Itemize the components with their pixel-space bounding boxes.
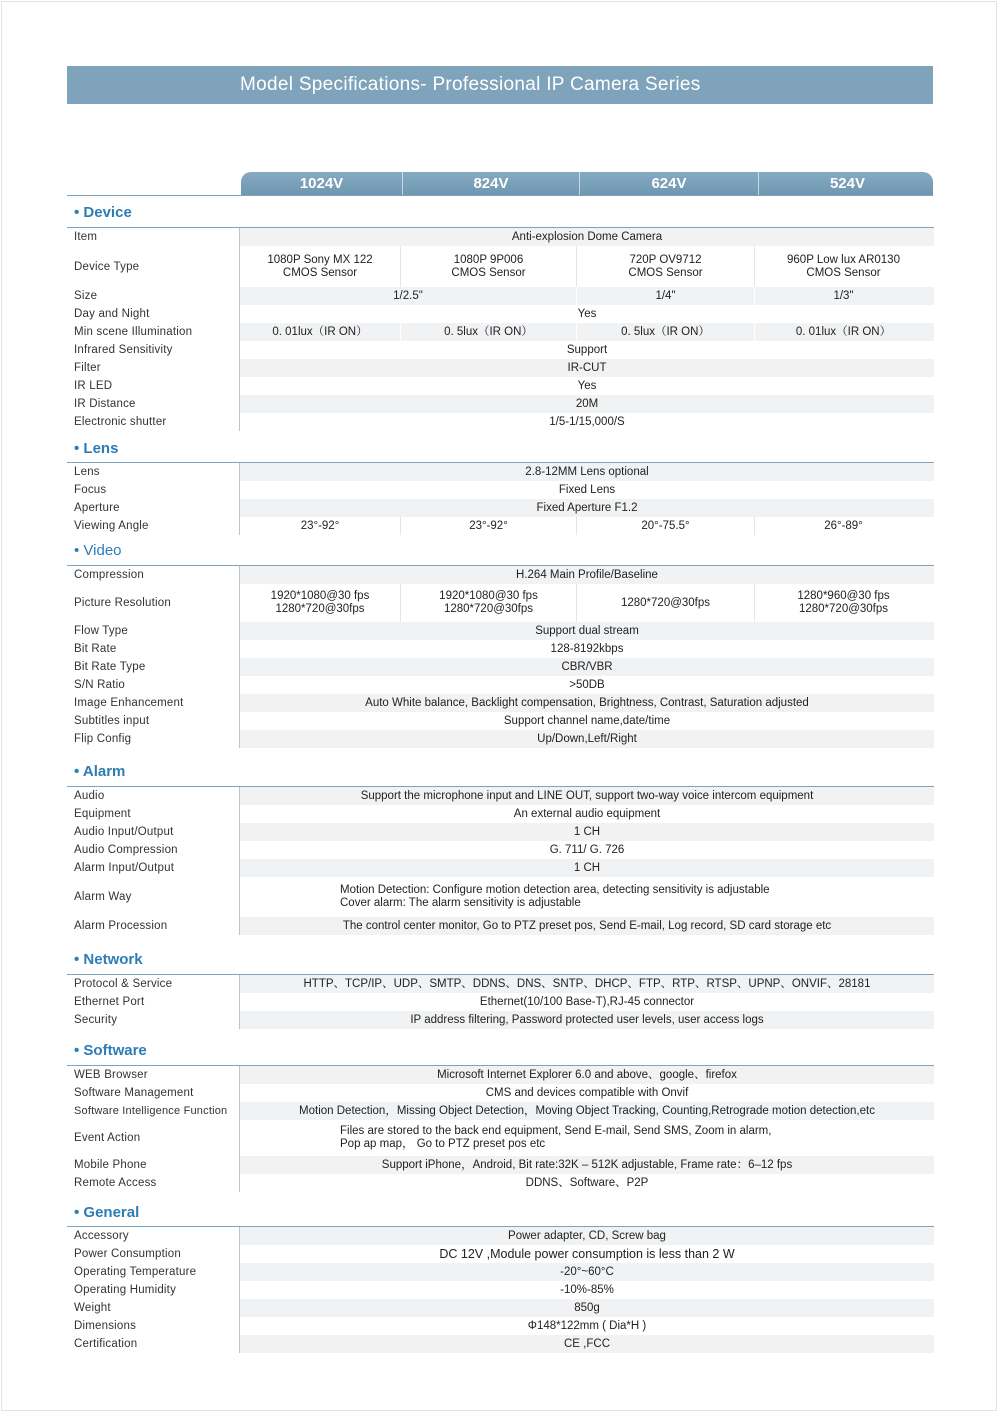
row-label: Electronic shutter — [67, 413, 240, 431]
model-524v: 524V — [758, 172, 936, 195]
row-label: Flow Type — [67, 622, 240, 640]
table-row — [67, 877, 934, 917]
row-label: Viewing Angle — [67, 517, 240, 535]
table-row — [67, 341, 934, 359]
row-value: CMS and devices compatible with Onvif — [485, 1086, 689, 1099]
table-row — [67, 1066, 934, 1084]
page-title: Model Specifications- Professional IP Camera Series — [67, 66, 933, 104]
lens-table — [67, 462, 934, 535]
row-label: Alarm Procession — [67, 917, 240, 935]
row-value: 1/2.5" — [240, 287, 577, 305]
row-label: Picture Resolution — [67, 584, 240, 622]
table-row — [67, 917, 934, 935]
row-value: An external audio equipment — [513, 807, 661, 820]
table-row — [67, 481, 934, 499]
table-row — [67, 517, 934, 535]
table-row — [67, 676, 934, 694]
table-row — [67, 712, 934, 730]
row-value: CE ,FCC — [564, 1337, 610, 1350]
row-value: Φ148*122mm ( Dia*H ) — [527, 1319, 647, 1332]
row-label: Bit Rate — [67, 640, 240, 658]
row-label: Software Intelligence Function — [67, 1102, 240, 1120]
table-row — [67, 1102, 934, 1120]
table-row — [67, 694, 934, 712]
row-value: -10%-85% — [560, 1283, 614, 1296]
table-row — [67, 323, 934, 341]
table-row — [67, 246, 934, 287]
row-value: 20M — [575, 397, 599, 410]
row-value: 20°-75.5° — [577, 517, 755, 535]
row-value: Support the microphone input and LINE OUT, support two-way voice intercom equipment — [360, 789, 814, 802]
row-value: Ethernet(10/100 Base-T),RJ-45 connector — [479, 995, 695, 1008]
row-label: Dimensions — [67, 1317, 240, 1335]
model-1024v: 1024V — [299, 175, 344, 192]
device-table — [67, 227, 934, 431]
row-label: Event Action — [67, 1120, 240, 1156]
row-label: IR LED — [67, 377, 240, 395]
table-row — [67, 1174, 934, 1192]
row-value: 1920*1080@30 fps 1280*720@30fps — [240, 584, 401, 622]
row-value: Power adapter, CD, Screw bag — [508, 1229, 666, 1242]
row-label: Accessory — [67, 1227, 240, 1245]
row-label: Remote Access — [67, 1174, 240, 1192]
row-label: Compression — [67, 566, 240, 584]
row-value: G. 711/ G. 726 — [549, 843, 625, 856]
row-label: Focus — [67, 481, 240, 499]
row-value: Fixed Lens — [558, 483, 616, 496]
row-value: 0. 5lux（IR ON） — [577, 323, 755, 341]
row-value: >50DB — [569, 678, 605, 691]
table-row — [67, 805, 934, 823]
section-alarm-title: • Alarm — [74, 763, 126, 780]
row-label: Weight — [67, 1299, 240, 1317]
row-label: Device Type — [67, 246, 240, 287]
row-label: Size — [67, 287, 240, 305]
table-row — [67, 305, 934, 323]
row-label: Alarm Input/Output — [67, 859, 240, 877]
row-value: Support channel name,date/time — [503, 714, 671, 727]
row-label: Subtitles input — [67, 712, 240, 730]
row-label: Power Consumption — [67, 1245, 240, 1263]
row-label: Software Management — [67, 1084, 240, 1102]
row-value: CBR/VBR — [561, 660, 613, 673]
row-value: Up/Down,Left/Right — [537, 732, 637, 745]
row-label: Aperture — [67, 499, 240, 517]
row-label: Equipment — [67, 805, 240, 823]
row-label: Operating Humidity — [67, 1281, 240, 1299]
row-value: H.264 Main Profile/Baseline — [516, 568, 658, 581]
row-value: Yes — [577, 307, 597, 320]
table-row — [67, 640, 934, 658]
row-value: 0. 01lux（IR ON） — [795, 325, 892, 338]
table-row — [67, 1281, 934, 1299]
table-row — [67, 730, 934, 748]
section-video-title: • Video — [74, 542, 122, 559]
table-row — [67, 1084, 934, 1102]
section-general-title: • General — [74, 1204, 140, 1221]
row-value: DC 12V ,Module power consumption is less than 2 W — [439, 1246, 735, 1261]
row-value: 23°-92° — [240, 517, 401, 535]
row-value: Support iPhone，Android, Bit rate:32K – 512K adjustable, Frame rate：6–12 fps — [381, 1158, 793, 1171]
row-label: Item — [67, 228, 240, 246]
table-row — [67, 377, 934, 395]
row-label: Flip Config — [67, 730, 240, 748]
video-table — [67, 565, 934, 748]
alarm-table — [67, 786, 934, 935]
row-label: Bit Rate Type — [67, 658, 240, 676]
table-row — [67, 463, 934, 481]
table-row — [67, 975, 934, 993]
row-label: Image Enhancement — [67, 694, 240, 712]
row-label: Audio Compression — [67, 841, 240, 859]
table-row — [67, 499, 934, 517]
row-value: 850g — [574, 1301, 600, 1314]
row-label: IR Distance — [67, 395, 240, 413]
row-value: Anti-explosion Dome Camera — [511, 230, 663, 243]
section-software-title: • Software — [74, 1042, 147, 1059]
section-lens-title: • Lens — [74, 440, 119, 457]
row-value: Auto White balance, Backlight compensation, Brightness, Contrast, Saturation adjusted — [365, 696, 809, 709]
general-table — [67, 1226, 934, 1353]
row-label: Min scene Illumination — [67, 323, 240, 341]
table-row — [67, 1263, 934, 1281]
table-row — [67, 841, 934, 859]
row-value: 1080P 9P006 CMOS Sensor — [401, 246, 577, 287]
row-value: Support — [566, 343, 608, 356]
section-network-title: • Network — [74, 951, 143, 968]
table-row — [67, 1120, 934, 1156]
row-value: DDNS、Software、P2P — [525, 1176, 649, 1189]
table-row — [67, 859, 934, 877]
row-label: Audio — [67, 787, 240, 805]
table-row — [67, 413, 934, 431]
row-value: IP address filtering, Password protected user levels, user access logs — [410, 1013, 764, 1026]
row-label: WEB Browser — [67, 1066, 240, 1084]
table-row — [67, 584, 934, 622]
row-value: 2.8-12MM Lens optional — [525, 465, 649, 478]
row-value: Motion Detection: Configure motion detection area, detecting sensitivity is adjustable Cover alarm: The alarm sensitivity is adjustable — [340, 884, 770, 909]
row-label: Certification — [67, 1335, 240, 1353]
model-624v: 624V — [579, 172, 758, 195]
table-row — [67, 287, 934, 305]
row-value: Yes — [577, 379, 597, 392]
row-value: 1080P Sony MX 122 CMOS Sensor — [240, 246, 401, 287]
table-row — [67, 1227, 934, 1245]
row-value: 128-8192kbps — [550, 642, 624, 655]
row-label: Infrared Sensitivity — [67, 341, 240, 359]
table-row — [67, 787, 934, 805]
table-row — [67, 1317, 934, 1335]
row-value: 1/3" — [833, 289, 854, 302]
row-value: 1 CH — [573, 825, 601, 838]
table-row — [67, 993, 934, 1011]
row-value: 0. 01lux（IR ON） — [240, 323, 401, 341]
row-value: The control center monitor, Go to PTZ preset pos, Send E-mail, Log record, SD card storage etc — [342, 919, 832, 932]
row-value: IR-CUT — [567, 361, 607, 374]
row-value: Motion Detection，Missing Object Detection，Moving Object Tracking, Counting,Retrograde motion detection,etc — [299, 1104, 875, 1117]
row-value: 960P Low lux AR0130 CMOS Sensor — [787, 253, 900, 279]
row-label: Protocol & Service — [67, 975, 240, 993]
row-value: 1 CH — [573, 861, 601, 874]
table-row — [67, 228, 934, 246]
row-value: HTTP、TCP/IP、UDP、SMTP、DDNS、DNS、SNTP、DHCP、FTP、RTP、RTSP、UPNP、ONVIF、28181 — [303, 977, 871, 990]
row-label: Audio Input/Output — [67, 823, 240, 841]
row-value: 23°-92° — [401, 517, 577, 535]
row-value: 1/5-1/15,000/S — [549, 415, 625, 428]
row-value: -20°~60°C — [560, 1265, 614, 1278]
row-label: Lens — [67, 463, 240, 481]
table-row — [67, 566, 934, 584]
table-row — [67, 1335, 934, 1353]
row-value: Files are stored to the back end equipment, Send E-mail, Send SMS, Zoom in alarm, Pop ap map， Go to PTZ preset pos etc — [340, 1125, 772, 1150]
header-rule — [67, 195, 933, 196]
table-row — [67, 1156, 934, 1174]
row-value: Microsoft Internet Explorer 6.0 and above、google、firefox — [437, 1068, 737, 1081]
row-label: Mobile Phone — [67, 1156, 240, 1174]
row-value: Fixed Aperture F1.2 — [536, 501, 638, 514]
table-row — [67, 395, 934, 413]
row-value: 1280*720@30fps — [577, 584, 755, 622]
row-label: S/N Ratio — [67, 676, 240, 694]
row-label: Security — [67, 1011, 240, 1029]
row-label: Ethernet Port — [67, 993, 240, 1011]
table-row — [67, 823, 934, 841]
row-value: Support dual stream — [535, 624, 639, 637]
network-table — [67, 974, 934, 1029]
model-header — [241, 172, 933, 195]
table-row — [67, 1011, 934, 1029]
table-row — [67, 622, 934, 640]
table-row — [67, 658, 934, 676]
section-device-title: • Device — [74, 204, 132, 221]
row-value: 26°-89° — [824, 519, 863, 532]
table-row — [67, 1245, 934, 1263]
row-label: Day and Night — [67, 305, 240, 323]
row-label: Operating Temperature — [67, 1263, 240, 1281]
table-row — [67, 359, 934, 377]
row-label: Alarm Way — [67, 877, 240, 917]
row-value: 1/4" — [577, 287, 755, 305]
model-824v: 824V — [402, 172, 579, 195]
row-value: 0. 5lux（IR ON） — [401, 323, 577, 341]
row-value: 720P OV9712 CMOS Sensor — [577, 246, 755, 287]
table-row — [67, 1299, 934, 1317]
row-value: 1920*1080@30 fps 1280*720@30fps — [401, 584, 577, 622]
software-table — [67, 1065, 934, 1192]
row-label: Filter — [67, 359, 240, 377]
row-value: 1280*960@30 fps 1280*720@30fps — [797, 590, 890, 615]
